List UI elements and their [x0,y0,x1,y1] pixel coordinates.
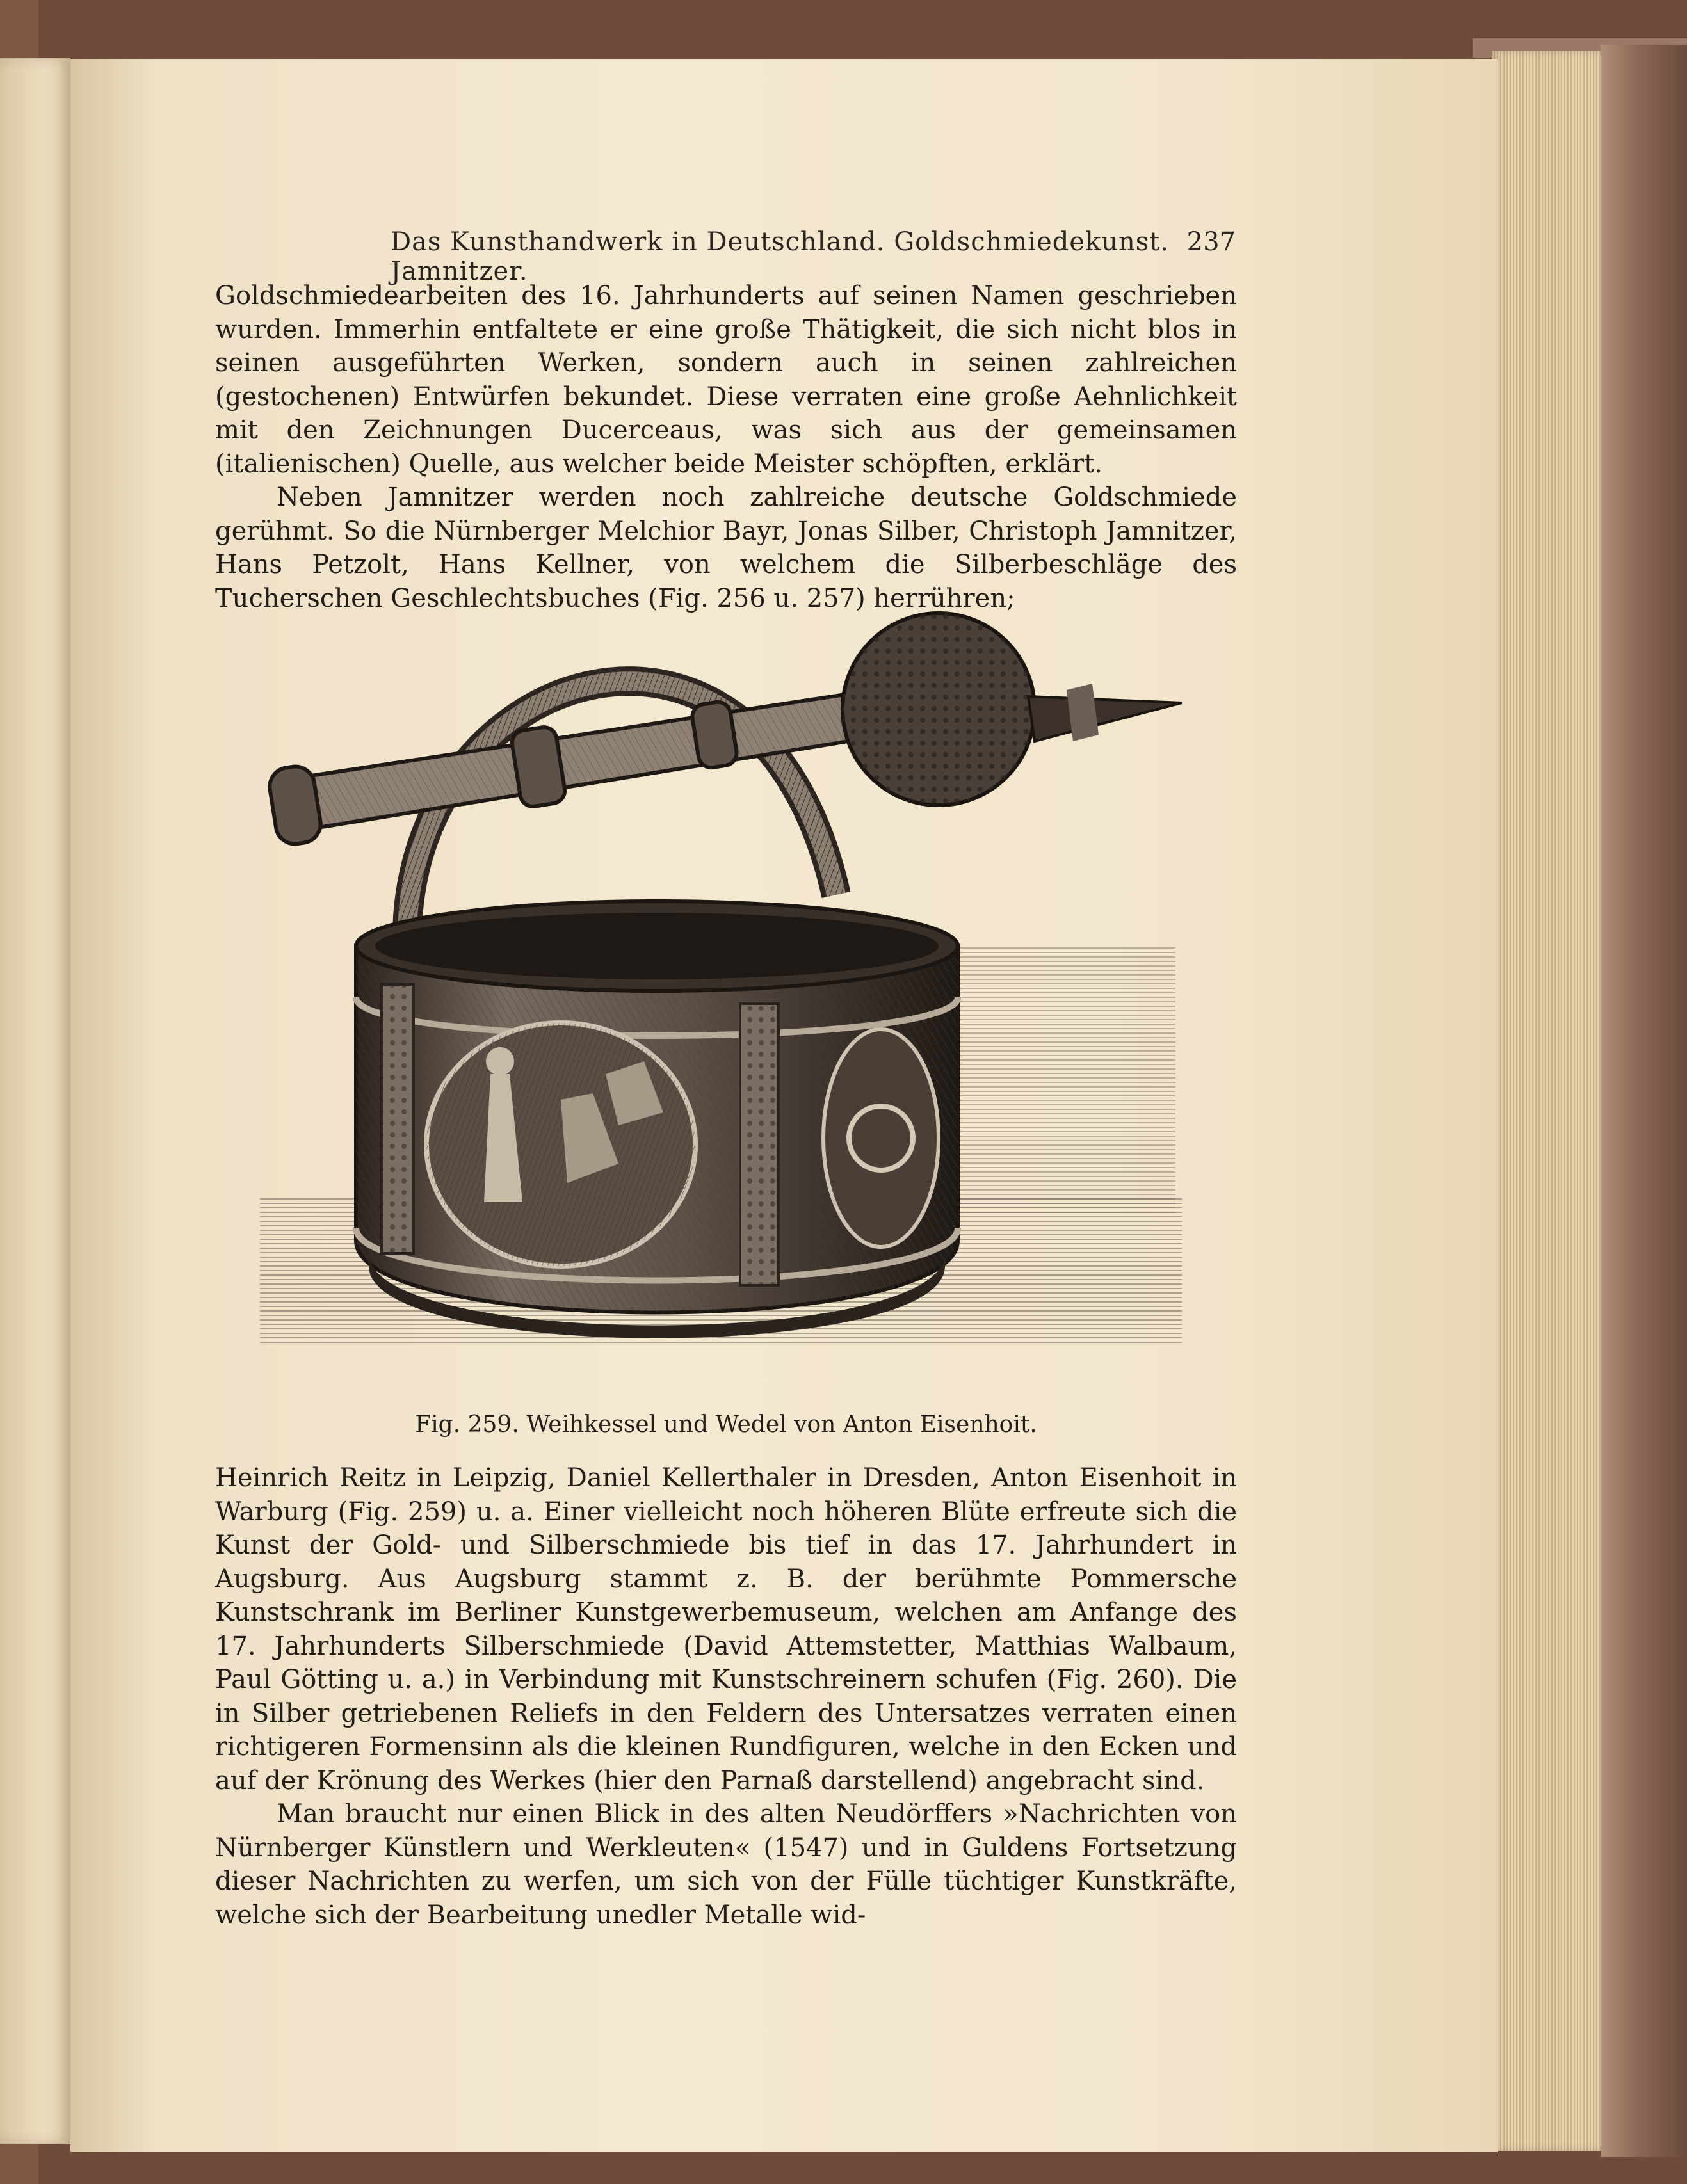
paragraph: Neben Jamnitzer werden noch zahlreiche deutsche Goldschmiede gerühmt. So die Nürnberger Melchior Bayr, Jonas Silber, Christoph Jamnitzer, Hans Petzolt, Hans Kellner, von welchem die Silberbeschläge des Tucherschen Geschlechtsbuches (Fig. 256 u. 257) herrühren; [215,483,1237,613]
paragraph: Man braucht nur einen Blick in des alten Neudörffers »Nachrichten von Nürnberger Künstlern und Werkleuten« (1547) und in Guldens Fortsetzung dieser Nachrichten zu werfen, um sich von der Fülle tüchtiger Kunstkräfte, welche sich der Bearbeitung unedler Metalle wid- [215,1799,1237,1930]
running-head-title: Das Kunsthandwerk in Deutschland. Goldschmiedekunst. Jamnitzer. [391,227,1170,286]
holy-water-bucket-illustration [260,588,1182,1395]
paragraph: Heinrich Reitz in Leipzig, Daniel Kellerthaler in Dresden, Anton Eisenhoit in Warburg (Fig. 259) u. a. Einer vielleicht noch höheren Blüte erfreute sich die Kunst der Gold- und Silberschmiede bis tief in das 17. Jahrhundert in Augsburg. Aus Augsburg stammt z. B. der berühmte Pommersche Kunstschrank im Berliner Kunstgewerbemuseum, welchen am Anfange des 17. Jahrhunderts Silberschmiede (David Attemstetter, Matthias Walbaum, Paul Götting u. a.) in Verbindung mit Kunstschreinern schufen (Fig. 260). Die in Silber getriebenen Reliefs in den Feldern des Untersatzes verraten einen richtigeren Formensinn als die kleinen Rundfiguren, welche in den Ecken und auf der Krönung des Werkes (hier den Parnaß darstellend) angebracht sind. [215,1463,1237,1795]
book-cover-right [1601,45,1687,2157]
running-head [391,227,1236,286]
text-block-top [215,279,1237,615]
page-edges [1492,51,1607,2151]
figure-caption: Fig. 259. Weihkessel und Wedel von Anton Eisenhoit. [415,1411,1037,1438]
facing-page-edge [0,58,70,2144]
page-number: 237 [1186,227,1236,257]
text-block-bottom [215,1461,1237,1932]
paragraph: Goldschmiedearbeiten des 16. Jahrhunderts auf seinen Namen geschrieben wurden. Immerhin entfaltete er eine große Thätigkeit, die sich nicht blos in seinen ausgeführten Werken, sondern auch in seinen zahlreichen (gestochenen) Entwürfen bekundet. Diese verraten eine große Aehnlichkeit mit den Zeichnungen Ducerceaus, was sich aus der gemeinsamen (italienischen) Quelle, aus welcher beide Meister schöpften, erklärt. [215,281,1237,479]
figure-engraving [260,588,1182,1395]
